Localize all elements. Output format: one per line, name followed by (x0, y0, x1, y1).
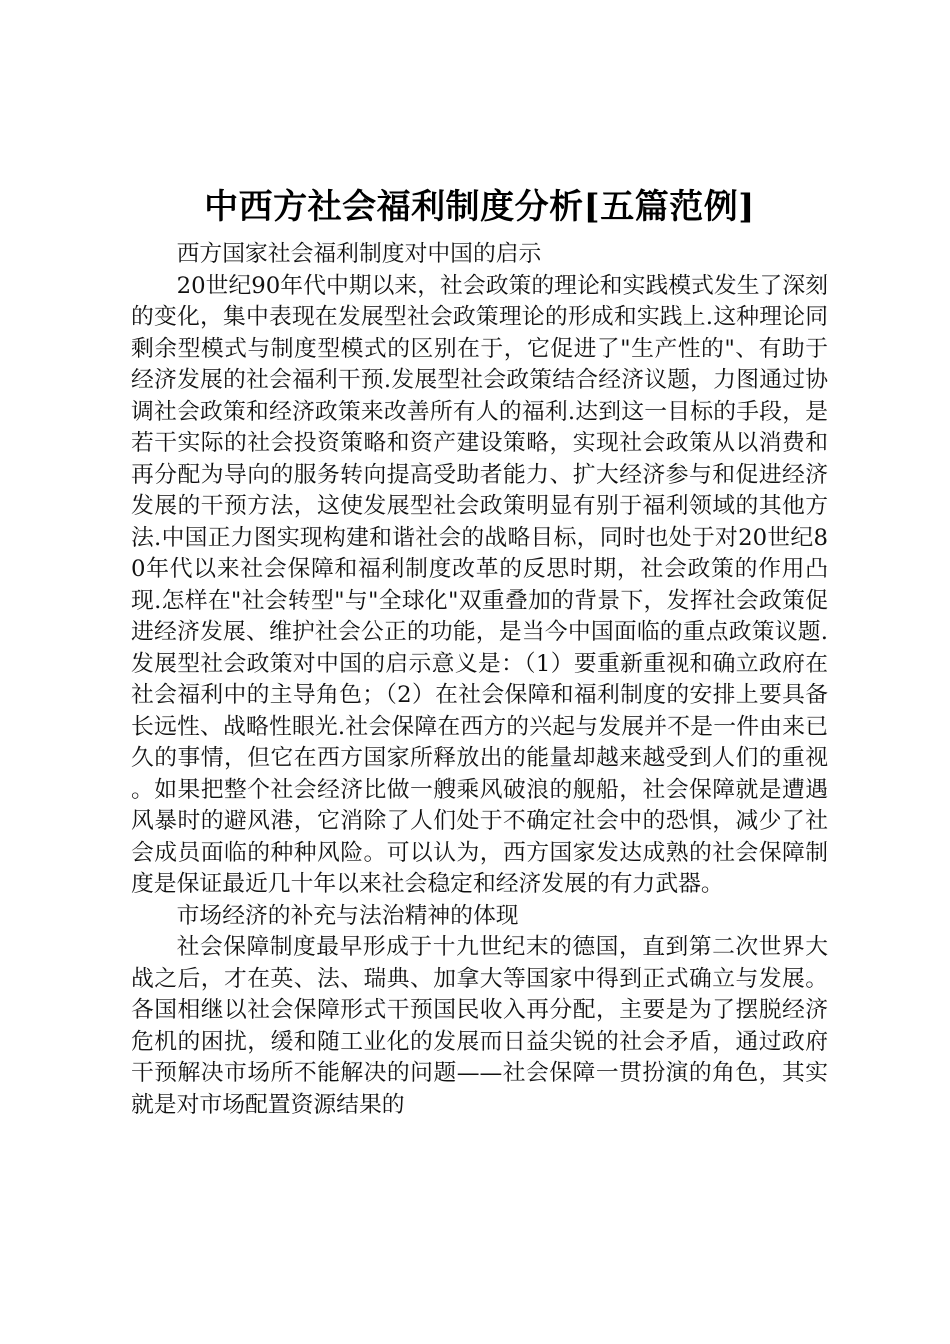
section-paragraph-1: 20世纪90年代中期以来，社会政策的理论和实践模式发生了深刻的变化，集中表现在发展型社会政策理论的形成和实践上.这种理论同剩余型模式与制度型模式的区别在于，它促进了"生产性的"、有助于经济发展的社会福利干预.发展型社会政策结合经济议题，力图通过协调社会政策和经济政策来改善所有人的福利.达到这一目标的手段，是若干实际的社会投资策略和资产建设策略，实现社会政策从以消费和再分配为导向的服务转向提高受助者能力、扩大经济参与和促进经济发展的干预方法，这使发展型社会政策明显有别于福利领域的其他方法.中国正力图实现构建和谐社会的战略目标，同时也处于对20世纪80年代以来社会保障和福利制度改革的反思时期，社会政策的作用凸现.怎样在"社会转型"与"全球化"双重叠加的背景下，发挥社会政策促进经济发展、维护社会公正的功能，是当今中国面临的重点政策议题.发展型社会政策对中国的启示意义是：（1）要重新重视和确立政府在社会福利中的主导角色；（2）在社会保障和福利制度的安排上要具备长远性、战略性眼光.社会保障在西方的兴起与发展并不是一件由来已久的事情，但它在西方国家所释放出的能量却越来越受到人们的重视。如果把整个社会经济比做一艘乘风破浪的舰船，社会保障就是遭遇风暴时的避风港，它消除了人们处于不确定社会中的恐惧，减少了社会成员面临的种种风险。可以认为，西方国家发达成熟的社会保障制度是保证最近几十年以来社会稳定和经济发展的有力武器。 (131, 272, 828, 897)
section-heading-1: 西方国家社会福利制度对中国的启示 (176, 241, 542, 267)
document-body (131, 183, 828, 1121)
section-paragraph-2: 社会保障制度最早形成于十九世纪末的德国，直到第二次世界大战之后，才在英、法、瑞典、加拿大等国家中得到正式确立与发展。各国相继以社会保障形式干预国民收入再分配，主要是为了摆脱经济危机的困扰，缓和随工业化的发展而日益尖锐的社会矛盾，通过政府干预解决市场所不能解决的问题——社会保障一贯扮演的角色，其实就是对市场配置资源结果的 (131, 934, 828, 1118)
section-heading-2: 市场经济的补充与法治精神的体现 (176, 902, 519, 929)
document-title: 中西方社会福利制度分析[五篇范例] (204, 187, 755, 227)
